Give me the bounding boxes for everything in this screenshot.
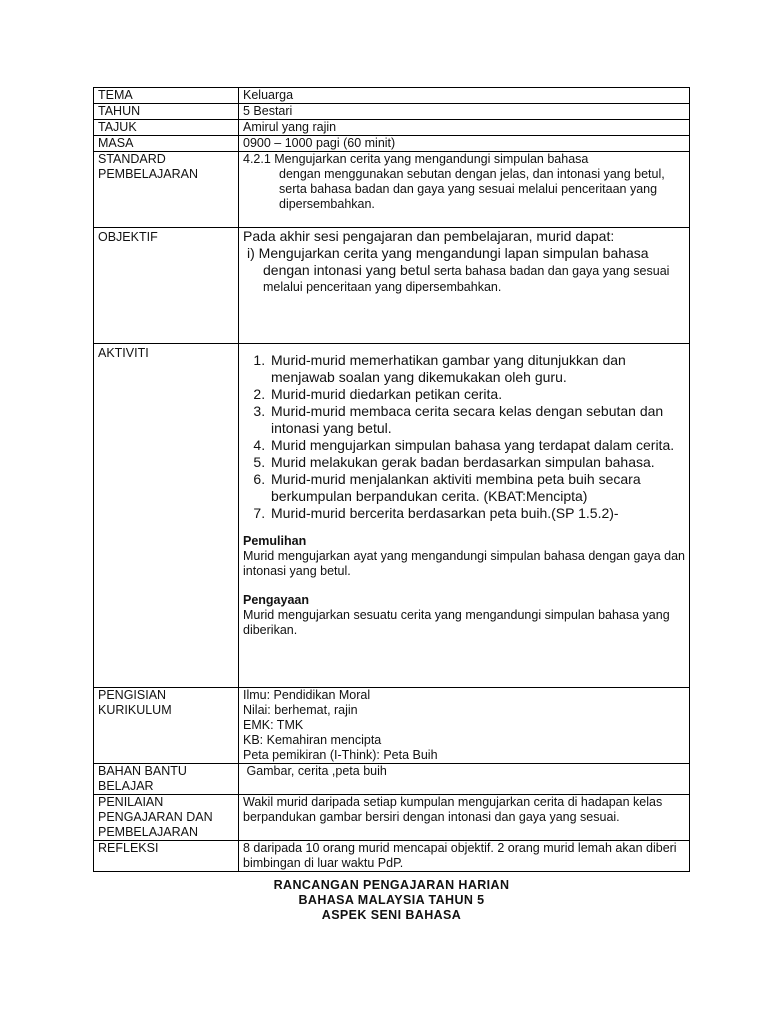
value-cell bbox=[239, 120, 690, 136]
pemulihan-heading: Pemulihan bbox=[243, 534, 307, 548]
row-masa bbox=[94, 136, 690, 152]
masa-value: 0900 – 1000 pagi (60 minit) bbox=[243, 136, 396, 150]
row-tajuk bbox=[94, 120, 690, 136]
aktiviti-item: 4. Murid mengujarkan simpulan bahasa yang terdapat dalam cerita. bbox=[269, 437, 685, 454]
title-line-2: BAHASA MALAYSIA TAHUN 5 bbox=[298, 893, 485, 907]
pengisian-line: Ilmu: Pendidikan Moral bbox=[243, 688, 371, 702]
pengisian-line: Peta pemikiran (I-Think): Peta Buih bbox=[243, 748, 438, 762]
pengayaan-heading: Pengayaan bbox=[243, 593, 310, 607]
refleksi-label: REFLEKSI bbox=[98, 841, 159, 855]
tahun-value: 5 Bestari bbox=[243, 104, 293, 118]
aktiviti-item: 6. Murid-murid menjalankan aktiviti membina peta buih secara berkumpulan berpandukan cerita. (KBAT:Mencipta) bbox=[269, 471, 685, 505]
label-cell bbox=[94, 688, 239, 764]
label-cell bbox=[94, 104, 239, 120]
value-cell bbox=[239, 344, 690, 688]
objektif-label: OBJEKTIF bbox=[98, 230, 158, 244]
value-cell bbox=[239, 688, 690, 764]
tahun-label: TAHUN bbox=[98, 104, 141, 118]
penilaian-value: Wakil murid daripada setiap kumpulan mengujarkan cerita di hadapan kelas berpandukan gambar bersiri dengan intonasi dan gaya yang sesuai. bbox=[243, 795, 663, 824]
label-cell bbox=[94, 152, 239, 228]
document-title bbox=[93, 878, 690, 923]
row-tahun bbox=[94, 104, 690, 120]
row-penilaian bbox=[94, 795, 690, 841]
pengisian-line: KB: Kemahiran mencipta bbox=[243, 733, 382, 747]
tajuk-label: TAJUK bbox=[98, 120, 137, 134]
aktiviti-list bbox=[243, 352, 685, 522]
objektif-rest-big: dengan intonasi yang betul bbox=[263, 262, 431, 278]
row-bahan bbox=[94, 764, 690, 795]
label-cell bbox=[94, 344, 239, 688]
row-pengisian bbox=[94, 688, 690, 764]
aktiviti-item: 3. Murid-murid membaca cerita secara kelas dengan sebutan dan intonasi yang betul. bbox=[269, 403, 685, 437]
aktiviti-item: 1. Murid-murid memerhatikan gambar yang ditunjukkan dan menjawab soalan yang dikemukakan oleh guru. bbox=[269, 352, 685, 386]
row-refleksi bbox=[94, 841, 690, 872]
aktiviti-label: AKTIVITI bbox=[98, 346, 149, 360]
lesson-plan-table bbox=[93, 87, 690, 872]
objektif-rest-small: serta bahasa badan dan gaya yang sesuai melalui penceritaan yang dipersembahkan. bbox=[263, 264, 670, 294]
value-cell bbox=[239, 841, 690, 872]
label-cell bbox=[94, 228, 239, 344]
tajuk-value: Amirul yang rajin bbox=[243, 120, 337, 134]
value-cell bbox=[239, 795, 690, 841]
aktiviti-item: 5. Murid melakukan gerak badan berdasarkan simpulan bahasa. bbox=[269, 454, 685, 471]
row-standard bbox=[94, 152, 690, 228]
refleksi-value: 8 daripada 10 orang murid mencapai objektif. 2 orang murid lemah akan diberi bimbingan di luar waktu PdP. bbox=[243, 841, 677, 870]
objektif-intro: Pada akhir sesi pengajaran dan pembelajaran, murid dapat: bbox=[243, 228, 615, 244]
label-cell bbox=[94, 136, 239, 152]
tema-value: Keluarga bbox=[243, 88, 294, 102]
pengisian-line: EMK: TMK bbox=[243, 718, 304, 732]
standard-label: STANDARD PEMBELAJARAN bbox=[98, 152, 199, 181]
standard-description: dengan menggunakan sebutan dengan jelas, dan intonasi yang betul, serta bahasa badan dan gaya yang sesuai melalui penceritaan yang dipersembahkan. bbox=[279, 167, 665, 211]
row-aktiviti bbox=[94, 344, 690, 688]
value-cell bbox=[239, 152, 690, 228]
label-cell bbox=[94, 764, 239, 795]
row-objektif bbox=[94, 228, 690, 344]
penilaian-label: PENILAIAN PENGAJARAN DAN PEMBELAJARAN bbox=[98, 795, 213, 839]
objektif-continuation bbox=[243, 262, 685, 295]
label-cell bbox=[94, 841, 239, 872]
label-cell bbox=[94, 795, 239, 841]
row-tema bbox=[94, 88, 690, 104]
masa-label: MASA bbox=[98, 136, 134, 150]
aktiviti-item: 7. Murid-murid bercerita berdasarkan peta buih.(SP 1.5.2)- bbox=[269, 505, 685, 522]
label-cell bbox=[94, 120, 239, 136]
label-cell bbox=[94, 88, 239, 104]
tema-label: TEMA bbox=[98, 88, 133, 102]
value-cell bbox=[239, 88, 690, 104]
title-line-3: ASPEK SENI BAHASA bbox=[321, 908, 462, 922]
pengayaan-text: Murid mengujarkan sesuatu cerita yang mengandungi simpulan bahasa yang diberikan. bbox=[243, 608, 670, 637]
pengisian-label: PENGISIAN KURIKULUM bbox=[98, 688, 172, 717]
value-cell bbox=[239, 104, 690, 120]
objektif-item-1: i) Mengujarkan cerita yang mengandungi lapan simpulan bahasa bbox=[247, 245, 649, 261]
pemulihan-text: Murid mengujarkan ayat yang mengandungi simpulan bahasa dengan gaya dan intonasi yang betul. bbox=[243, 549, 685, 578]
title-line-1: RANCANGAN PENGAJARAN HARIAN bbox=[273, 878, 510, 892]
bahan-value: Gambar, cerita ,peta buih bbox=[243, 764, 387, 778]
value-cell bbox=[239, 764, 690, 795]
standard-code-line: 4.2.1 Mengujarkan cerita yang mengandungi simpulan bahasa bbox=[243, 152, 589, 166]
aktiviti-item: 2. Murid-murid diedarkan petikan cerita. bbox=[269, 386, 685, 403]
pengisian-line: Nilai: berhemat, rajin bbox=[243, 703, 358, 717]
bahan-label: BAHAN BANTU BELAJAR bbox=[98, 764, 187, 793]
value-cell bbox=[239, 228, 690, 344]
value-cell bbox=[239, 136, 690, 152]
